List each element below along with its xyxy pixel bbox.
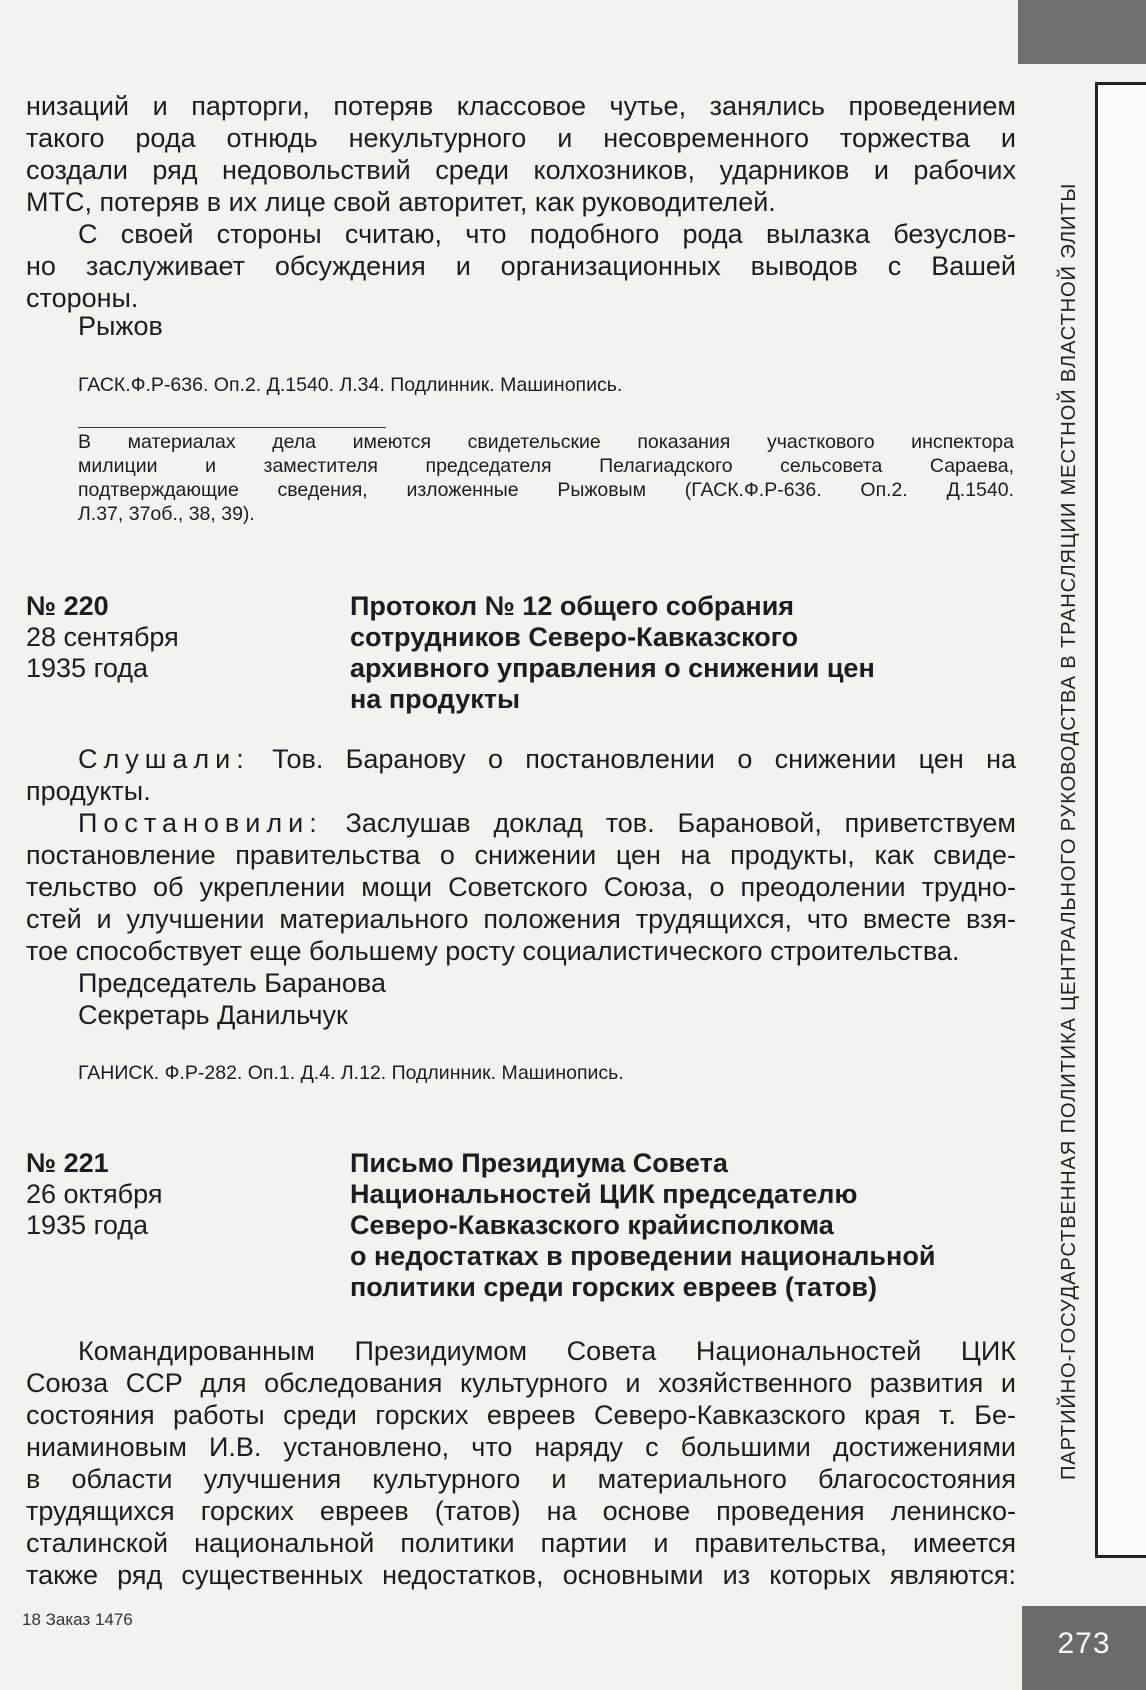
corner-tab [1018,0,1146,64]
doc-date: 28 сентября [26,622,179,652]
title-line: сотрудников Северо-Кавказского [350,622,799,652]
text-line: МТС, потеряв в их лице свой авторитет, как руководителей. [26,187,776,217]
doc-year: 1935 года [26,653,149,683]
text-line: но заслуживает обсуждения и организационных выводов с Вашей [26,251,1016,281]
footnote-line: В материалах дела имеются свидетельские показания участкового инспектора [78,431,1014,453]
text-line: также ряд существенных недостатков, основными из которых являются: [26,1560,1016,1590]
text-line: стороны. [26,283,139,313]
side-frame [1095,82,1146,1558]
title-line: Протокол № 12 общего собрания [350,591,795,621]
text-line: сталинской национальной политики партии и правительства, имеется [26,1528,1016,1558]
text-line: такого рода отнюдь некультурного и несовременного торжества и [26,123,1016,153]
doc-date: 26 октября [26,1179,163,1209]
footnote-line: подтверждающие сведения, изложенные Рыжовым (ГАСК.Ф.Р-636. Оп.2. Д.1540. [78,479,1014,501]
doc-year: 1935 года [26,1210,149,1240]
text-line: в области улучшения культурного и материального благосостояния [26,1464,1016,1494]
text-line: Союза ССР для обследования культурного и хозяйственного развития и [26,1368,1016,1398]
page-number-box [1022,1606,1146,1690]
text-line: состояния работы среди горских евреев Северо-Кавказского края т. Бе- [26,1400,1016,1430]
doc-221-title [350,1148,1030,1303]
signature: Рыжов [78,311,163,341]
text-line: Командированным Президиумом Совета Национальностей ЦИК [78,1336,1016,1366]
footnote-line: Л.37, 37об., 38, 39). [78,503,255,525]
title-line: архивного управления о снижении цен [350,653,875,683]
text-line: ниаминовым И.В. установлено, что наряду с большими достижениями [26,1432,1016,1462]
title-line: о недостатках в проведении национальной [350,1241,936,1271]
heard-label: Слушали: [78,744,250,774]
title-line: на продукты [350,684,521,714]
doc-number: № 221 [26,1148,109,1178]
resolved-label: Постановили: [78,808,323,838]
footnote-rule [78,427,386,428]
print-order-marker: 18 Заказ 1476 [22,1610,133,1629]
doc-220-title [350,591,1030,715]
footnote [78,430,1014,526]
secretary-signature: Секретарь Данильчук [78,1000,348,1030]
title-line: политики среди горских евреев (татов) [350,1272,878,1302]
doc-221-header [26,1148,162,1241]
prev-doc-paragraph-1 [26,90,1016,218]
text-line: стей и улучшении материального положения трудящихся, что вместе взя- [26,904,1016,934]
text-line: продукты. [26,776,151,806]
doc-220-header [26,591,179,684]
text-line: создали ряд недовольствий среди колхозников, ударников и рабочих [26,155,1016,185]
title-line: Северо-Кавказского крайисполкома [350,1210,834,1240]
footnote-line: милиции и заместителя председателя Пелагиадского сельсовета Сараева, [78,455,1014,477]
title-line: Письмо Президиума Совета [350,1148,728,1178]
page-number: 273 [1057,1627,1111,1660]
doc-221-body [26,1335,1016,1591]
running-title: ПАРТИЙНО-ГОСУДАРСТВЕННАЯ ПОЛИТИКА ЦЕНТРАЛЬНОГО РУКОВОДСТВА В ТРАНСЛЯЦИИ МЕСТНОЙ ВЛАСТНОЙ ЭЛИТЫ [1058,182,1080,1480]
doc-number: № 220 [26,591,109,621]
text-line: тельство об укреплении мощи Советского Союза, о преодолении трудно- [26,872,1016,902]
text-line: постановление правительства о снижении цен на продукты, как свиде- [26,840,1016,870]
archive-source: ГАНИСК. Ф.Р-282. Оп.1. Д.4. Л.12. Подлинник. Машинопись. [78,1062,624,1084]
doc-220-heard [26,743,1016,807]
text-line: низаций и парторги, потеряв классовое чутье, занялись проведением [26,91,1016,121]
text-line: тое способствует еще большему росту социалистического строительства. [26,936,960,966]
text-line: С своей стороны считаю, что подобного рода вылазка безуслов- [78,219,1016,249]
archive-source: ГАСК.Ф.Р-636. Оп.2. Д.1540. Л.34. Подлинник. Машинопись. [78,374,623,396]
doc-220-resolved [26,807,1016,967]
title-line: Национальностей ЦИК председателю [350,1179,858,1209]
text-line: трудящихся горских евреев (татов) на основе проведения ленинско- [26,1496,1016,1526]
prev-doc-paragraph-2 [26,218,1016,314]
resolved-text: Заслушав доклад тов. Барановой, приветствуем [322,808,1016,838]
chair-signature: Председатель Баранова [78,968,386,998]
heard-text: Тов. Баранову о постановлении о снижении цен на [249,744,1016,774]
